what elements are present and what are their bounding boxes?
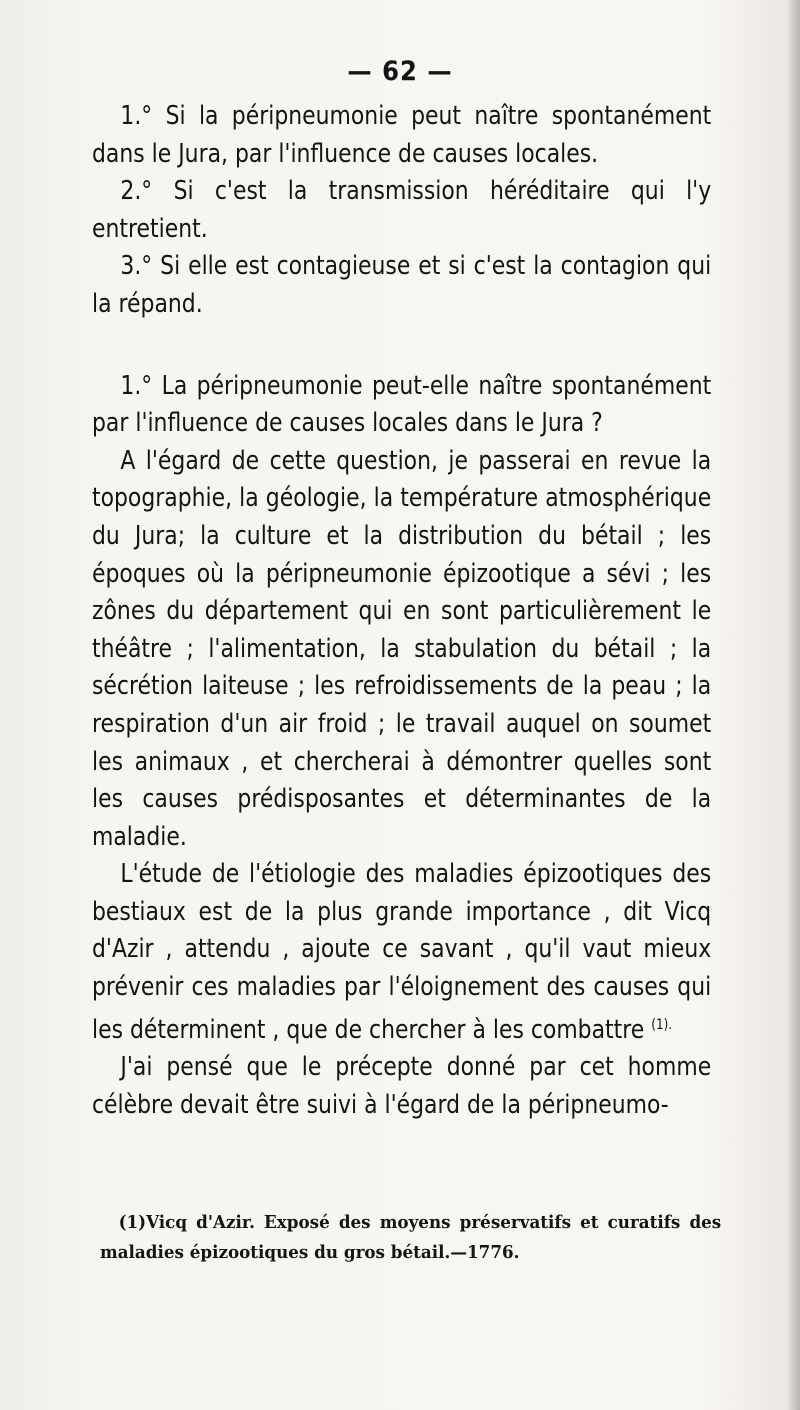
paragraph-topography: A l'égard de cette question, je passerai en revue la topographie, la géologie, la température atmosphérique du Jura; la culture et la distribution du bétail ; les époques où la péripneumonie épizootique a sévi ; les zônes du département qui en sont particulièrement le théâtre ; l'alimentation, la stabulation du bétail ; la sécrétion laiteuse ; les refroidissements de la peau ; la respiration d'un air froid ; le travail auquel on soumet les animaux , et chercherai à démontrer quelles sont les causes prédisposantes et déterminantes de la maladie. [92, 445, 712, 852]
paragraph-question-2: 2.° Si c'est la transmission héréditaire qui l'y entretient. [92, 176, 712, 244]
footnote [100, 1208, 721, 1268]
body-text [92, 98, 711, 1124]
section-gap [92, 324, 711, 368]
paragraph-etiology [92, 856, 711, 1049]
paragraph-question-3: 3.° Si elle est contagieuse et si c'est la contagion qui la répand. [92, 251, 712, 319]
page-edge-shadow [786, 0, 800, 1410]
paragraph-precept: J'ai pensé que le précepte donné par cet homme célèbre devait être suivi à l'égard de la péripneumo- [92, 1052, 712, 1120]
footnote-text: (1)Vicq d'Azir. Exposé des moyens préservatifs et curatifs des maladies épizootiques du gros bétail.—1776. [100, 1212, 722, 1263]
footnote-marker: (1). [651, 1016, 673, 1033]
paragraph-heading-1: 1.° La péripneumonie peut-elle naître spontanément par l'influence de causes locales dans le Jura ? [92, 370, 712, 439]
page-number: — 62 — [347, 56, 453, 87]
etiology-text: L'étude de l'étiologie des maladies épizootiques des bestiaux est de la plus grande importance , dit Vicq d'Azir , attendu , ajoute ce savant , qu'il vaut mieux prévenir ces maladies par l'éloignement des causes qui les déterminent , que de chercher à les combattre [92, 859, 712, 1045]
paragraph-question-1: 1.° Si la péripneumonie peut naître spontanément dans le Jura, par l'influence de causes locales. [92, 101, 712, 169]
